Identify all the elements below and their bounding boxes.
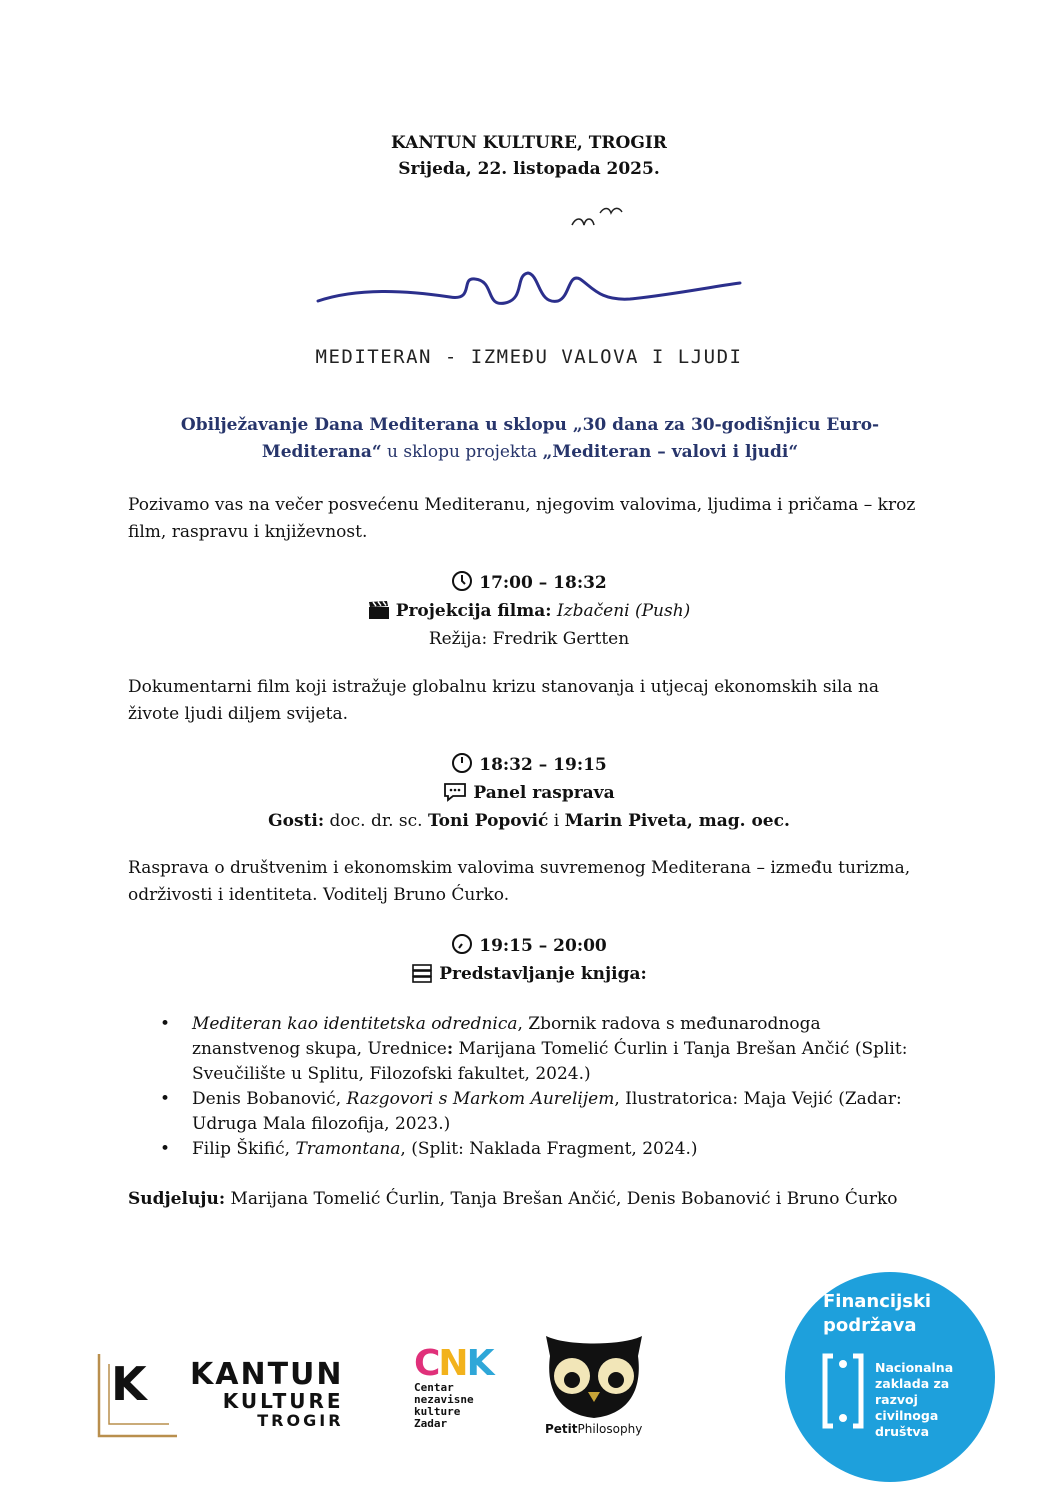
participants (128, 1186, 968, 1213)
list-item: • Denis Bobanović, Razgovori s Markom Aurelijem, Ilustratorica: Maja Vejić (Zadar: Udruga Mala filozofija, 2023.) (160, 1087, 920, 1137)
speech-bubble-icon (443, 782, 467, 802)
event-date: Srijeda, 22. listopada 2025. (398, 159, 660, 179)
program-item-panel (0, 751, 1058, 835)
guests-and: i (553, 811, 560, 831)
project-name: „Mediteran – valovi i ljudi“ (542, 442, 799, 462)
participants-label: Sudjeluju: (128, 1189, 226, 1209)
film-title: Izbačeni (Push) (556, 601, 691, 621)
bracket-logo-icon (821, 1352, 865, 1430)
event-header (0, 130, 1058, 182)
petit-philosophy-logo: PetitPhilosophy (545, 1422, 643, 1436)
program-time: 18:32 – 19:15 (479, 755, 607, 775)
guest-name: Marin Piveta, mag. oec. (564, 811, 790, 831)
program-title: Panel rasprava (473, 783, 615, 803)
program-title: Predstavljanje knjiga: (439, 964, 647, 984)
clock-icon (451, 752, 473, 774)
guest-name: Toni Popović (427, 811, 549, 831)
svg-text:K: K (111, 1357, 147, 1411)
participants-names: Marijana Tomelić Ćurlin, Tanja Brešan Ančić, Denis Bobanović i Bruno Ćurko (225, 1189, 898, 1209)
invitation-text: Pozivamo vas na večer posvećenu Mediteranu, njegovim valovima, ljudima i pričama – kroz film, raspravu i književnost. (128, 495, 916, 542)
logo-title: MEDITERAN - IZMEĐU VALOVA I LJUDI (315, 346, 743, 368)
clapperboard-icon (368, 600, 390, 620)
wave-logo-icon (300, 195, 760, 335)
film-director: Režija: Fredrik Gertten (428, 629, 630, 649)
guest-title: doc. dr. sc. (329, 811, 423, 831)
venue: KANTUN KULTURE, TROGIR (391, 133, 667, 153)
guests-label: Gosti: (268, 811, 325, 831)
clock-icon (451, 933, 473, 955)
funding-badge: Financijski podržava Nacionalna zaklada za razvoj civilnoga društva (785, 1272, 995, 1482)
program-item-film (0, 569, 1058, 653)
list-item: • Filip Škifić, Tramontana, (Split: Naklada Fragment, 2024.) (160, 1137, 920, 1162)
panel-description: Rasprava o društvenim i ekonomskim valovima suvremenog Mediterana – između turizma, održivosti i identiteta. Voditelj Bruno Ćurko. (128, 858, 911, 905)
program-item-books (0, 932, 1058, 988)
list-item: • Mediteran kao identitetska odrednica, Zbornik radova s međunarodnoga znanstvenog skupa, Urednice: Marijana Tomelić Ćurlin i Tanja Brešan Ančić (Split: Sveučilište u Splitu, Filozofski fakultet, 2024.) (160, 1012, 920, 1087)
intro-title: Obilježavanje Dana Mediterana u sklopu „30 dana za 30-godišnjicu Euro-Mediterana“ (180, 415, 880, 462)
book-list (160, 1012, 920, 1162)
cnk-logo: CNK Centar nezavisne kulture Zadar (414, 1343, 493, 1430)
program-time: 19:15 – 20:00 (479, 936, 607, 956)
film-description: Dokumentarni film koji istražuje globalnu krizu stanovanja i utjecaj ekonomskih sila na živote ljudi diljem svijeta. (128, 677, 880, 724)
program-title: Projekcija filma: (395, 601, 552, 621)
clock-icon (451, 570, 473, 592)
intro-connector: u sklopu projekta (381, 442, 543, 462)
kantun-kulture-logo-icon (97, 1352, 179, 1438)
kantun-kulture-logo: KANTUN KULTURE TROGIR (190, 1357, 344, 1430)
intro-text (130, 412, 930, 466)
program-time: 17:00 – 18:32 (479, 573, 607, 593)
books-icon (411, 963, 433, 983)
